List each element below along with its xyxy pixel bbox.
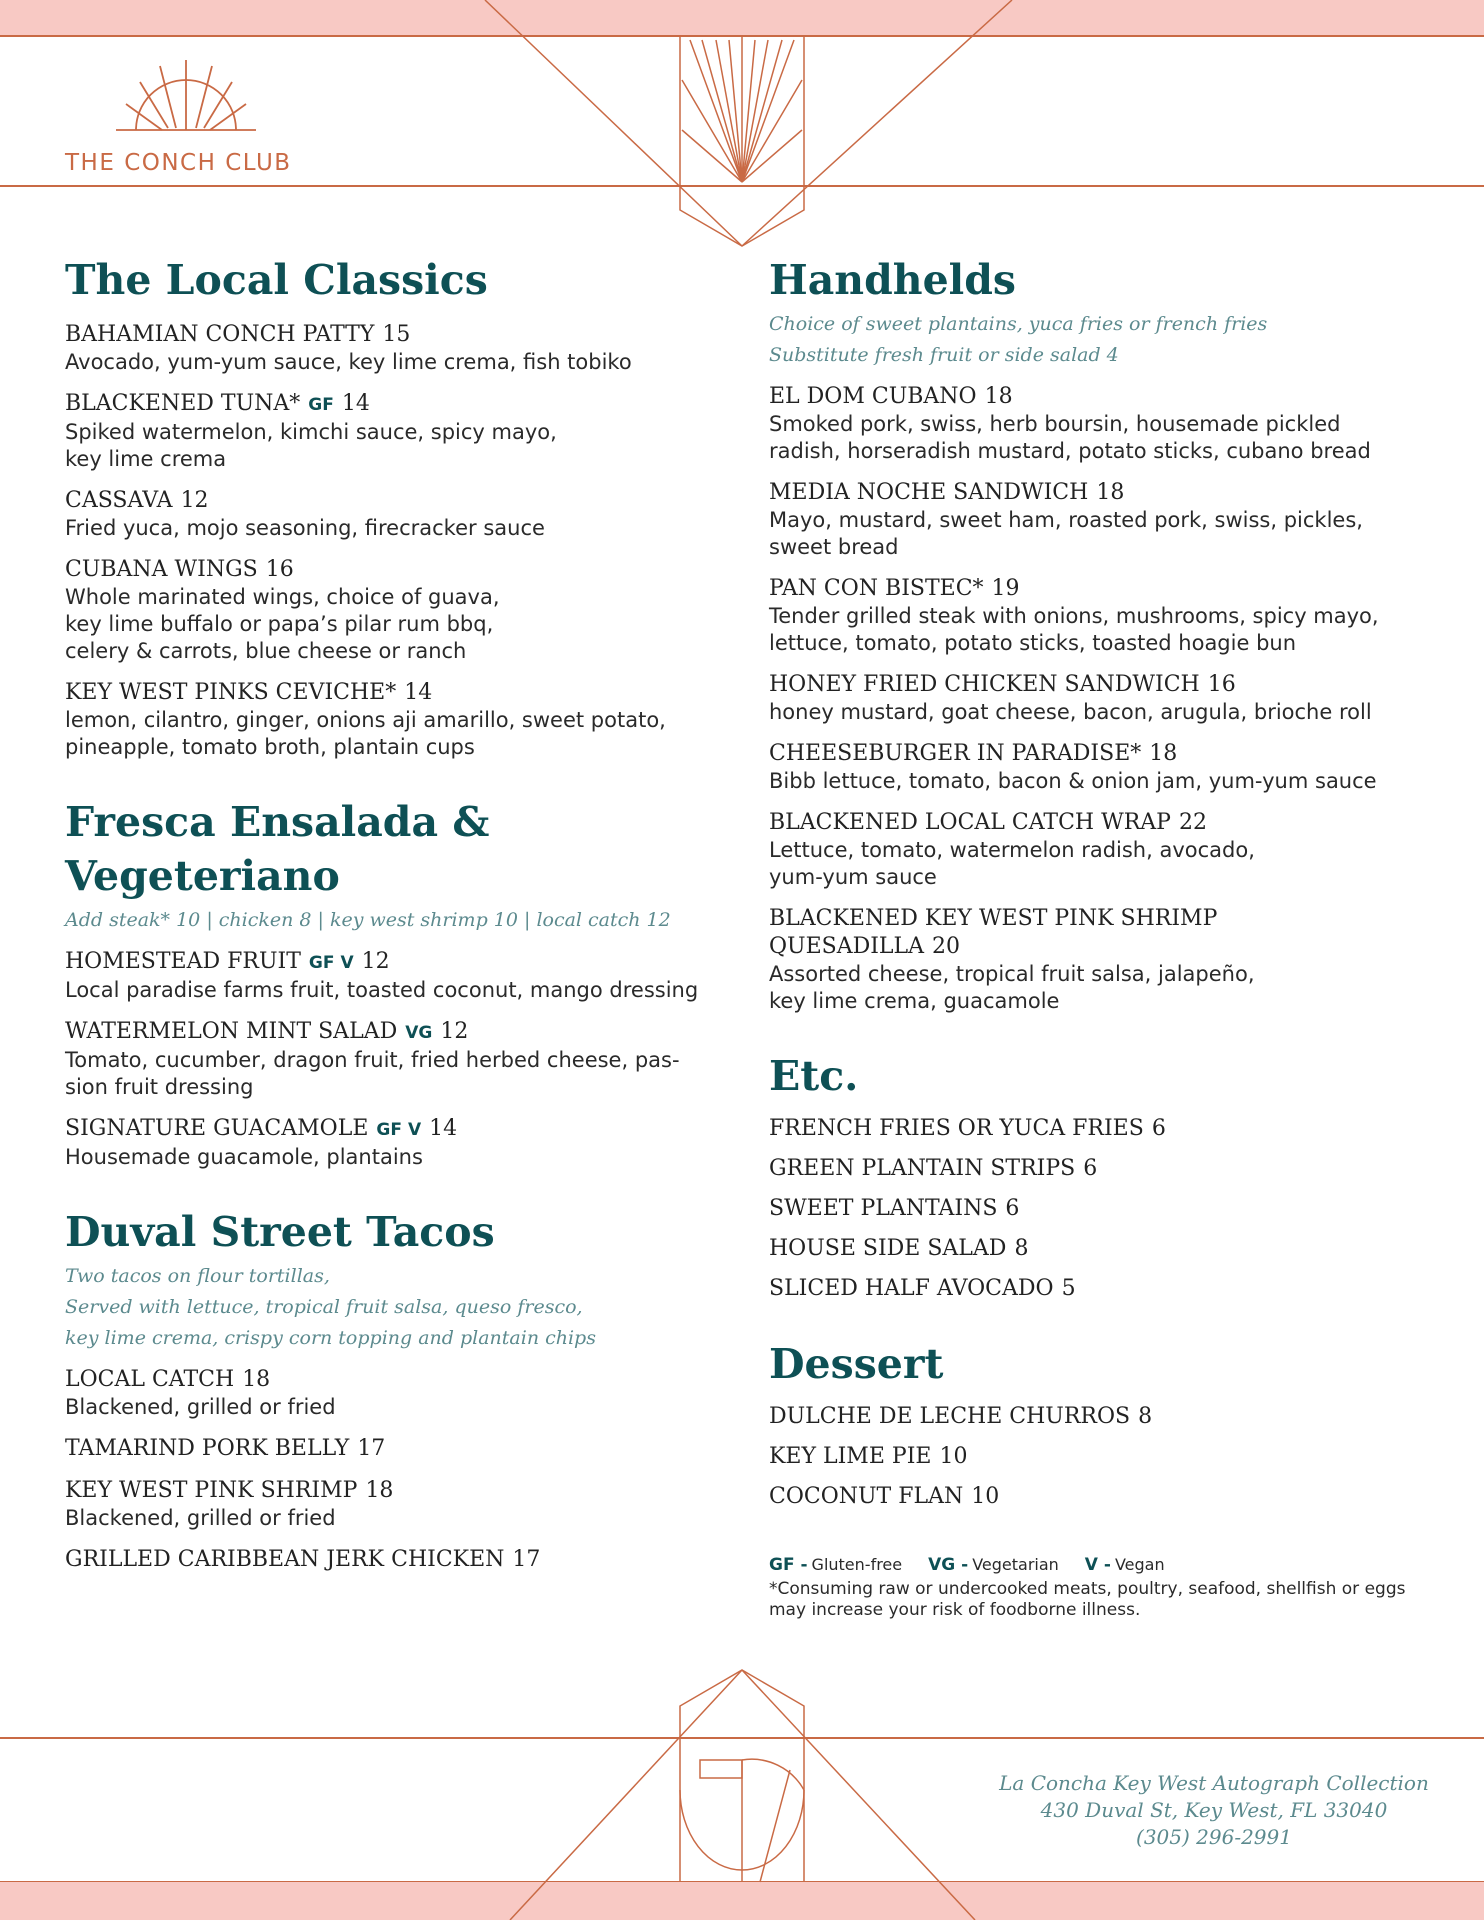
sunburst-logo-icon	[116, 60, 256, 130]
menu-item-name: CASSAVA	[65, 488, 173, 513]
menu-item-price: 14	[404, 680, 433, 705]
menu-item-heading	[769, 1235, 1409, 1263]
menu-item-name: KEY WEST PINK SHRIMP	[65, 1478, 358, 1503]
menu-item-description: Bibb lettuce, tomato, bacon & onion jam, yum-yum sauce	[769, 769, 1377, 793]
menu-item-heading	[65, 390, 705, 419]
menu-item	[65, 948, 705, 1004]
menu-item-price: 10	[971, 1484, 1000, 1509]
section-gap	[769, 1303, 1409, 1337]
dietary-tag: GF	[376, 1120, 402, 1140]
menu-item-price: 22	[1178, 810, 1207, 835]
menu-item-description: Mayo, mustard, sweet ham, roasted pork, swiss, pickles,	[769, 508, 1363, 532]
dietary-tag: GF	[308, 395, 334, 415]
menu-item-description: Smoked pork, swiss, herb boursin, housemade pickled	[769, 412, 1341, 436]
menu-item-name: PAN CON BISTEC*	[769, 576, 984, 601]
menu-item-heading	[65, 1366, 705, 1394]
menu-section	[769, 253, 1409, 1015]
menu-item	[65, 1477, 705, 1532]
menu-item-description: lemon, cilantro, ginger, onions aji amarillo, sweet potato,	[65, 708, 666, 732]
footer-line: 430 Duval St, Key West, FL 33040	[1040, 1798, 1388, 1822]
legend-code: GF -	[769, 1555, 808, 1575]
section-title: Dessert	[769, 1340, 944, 1388]
menu-item-name: BLACKENED TUNA*	[65, 391, 301, 416]
menu-item-price: 16	[265, 557, 294, 582]
menu-item	[65, 1435, 705, 1463]
menu-item-description: Tender grilled steak with onions, mushrooms, spicy mayo,	[769, 604, 1379, 628]
menu-item-heading	[769, 1443, 1409, 1471]
menu-item-description: key lime crema, guacamole	[769, 989, 1060, 1013]
menu-item-price: 19	[991, 576, 1020, 601]
menu-item-name: HOUSE SIDE SALAD	[769, 1236, 1007, 1261]
footer-line: La Concha Key West Autograph Collection	[999, 1771, 1429, 1795]
menu-item-description: Tomato, cucumber, dragon fruit, fried herbed cheese, pas-	[65, 1048, 680, 1072]
menu-item-name: GREEN PLANTAIN STRIPS	[769, 1156, 1076, 1181]
menu-item-description: Fried yuca, mojo seasoning, firecracker sauce	[65, 516, 545, 540]
menu-item-price: 5	[1061, 1276, 1076, 1301]
menu-item-heading	[769, 479, 1409, 507]
menu-item-heading	[65, 1435, 705, 1463]
menu-item	[769, 1195, 1409, 1223]
menu-item-description: celery & carrots, blue cheese or ranch	[65, 639, 467, 663]
menu-section	[65, 1205, 705, 1574]
menu-item-heading	[65, 1115, 705, 1144]
menu-item	[65, 556, 705, 665]
legend-entry	[928, 1555, 1059, 1574]
menu-item-description: key lime buffalo or papa’s pilar rum bbq,	[65, 612, 494, 636]
menu-item-price: 17	[512, 1547, 541, 1572]
menu-item-price: 12	[180, 488, 209, 513]
menu-item-price: 6	[1005, 1196, 1020, 1221]
menu-item-heading	[769, 1115, 1409, 1143]
menu-item-heading	[769, 383, 1409, 411]
menu-item-name: DULCHE DE LECHE CHURROS	[769, 1404, 1131, 1429]
menu-item-name: KEY LIME PIE	[769, 1444, 932, 1469]
menu-item-price: 8	[1014, 1236, 1029, 1261]
menu-item-price: 14	[341, 391, 370, 416]
raw-food-disclaimer	[769, 1579, 1409, 1621]
menu-item-description: lettuce, tomato, potato sticks, toasted hoagie bun	[769, 631, 1297, 655]
menu-item	[65, 1115, 705, 1171]
menu-item-price: 14	[429, 1116, 458, 1141]
section-title: Handhelds	[769, 256, 1017, 304]
menu-item-description: honey mustard, goat cheese, bacon, arugula, brioche roll	[769, 700, 1372, 724]
menu-item-description: Assorted cheese, tropical fruit salsa, jalapeño,	[769, 962, 1255, 986]
menu-item-name: BLACKENED LOCAL CATCH WRAP	[769, 810, 1171, 835]
menu-item-heading	[769, 671, 1409, 699]
menu-item-description: pineapple, tomato broth, plantain cups	[65, 735, 475, 759]
menu-item-price: 18	[242, 1367, 271, 1392]
left-column	[65, 253, 705, 1574]
menu-item-name: FRENCH FRIES OR YUCA FRIES	[769, 1116, 1144, 1141]
menu-item-price: 12	[440, 1019, 469, 1044]
menu-item	[769, 383, 1409, 465]
section-subtitle: Add steak* 10 | chicken 8 | key west shrimp 10 | local catch 12	[65, 909, 671, 931]
menu-item-heading	[769, 575, 1409, 603]
menu-item	[65, 1366, 705, 1421]
menu-section	[65, 253, 705, 761]
menu-item	[65, 390, 705, 473]
menu-item-heading	[769, 905, 1409, 961]
menu-item-heading	[65, 321, 705, 349]
menu-item-description: Avocado, yum-yum sauce, key lime crema, fish tobiko	[65, 350, 632, 374]
dietary-tag: GF	[308, 953, 335, 973]
legend-label: Vegan	[1114, 1555, 1165, 1574]
section-subtitle: Two tacos on flour tortillas,	[65, 1265, 330, 1287]
menu-item	[769, 740, 1409, 795]
menu-item-heading	[769, 1403, 1409, 1431]
section-subtitle: Served with lettuce, tropical fruit salsa, queso fresco,	[65, 1296, 583, 1318]
menu-item	[65, 679, 705, 761]
legend-entry	[1085, 1555, 1165, 1574]
section-title: Duval Street Tacos	[65, 1208, 495, 1256]
menu-item-heading	[769, 1155, 1409, 1183]
menu-item	[65, 487, 705, 542]
menu-item-price: 16	[1207, 672, 1236, 697]
menu-item	[769, 1275, 1409, 1303]
menu-item-heading	[65, 948, 705, 977]
menu-section	[769, 1049, 1409, 1303]
section-gap	[769, 1015, 1409, 1049]
section-subtitle: key lime crema, crispy corn topping and plantain chips	[65, 1327, 596, 1349]
menu-item-price: 18	[984, 384, 1013, 409]
menu-item-price: 15	[382, 322, 411, 347]
dietary-legend	[769, 1555, 1409, 1575]
menu-item-name: TAMARIND PORK BELLY	[65, 1436, 350, 1461]
disclaimer-line: *Consuming raw or undercooked meats, poultry, seafood, shellfish or eggs	[769, 1579, 1406, 1599]
disclaimer-line: may increase your risk of foodborne illness.	[769, 1600, 1141, 1620]
menu-item-description: Spiked watermelon, kimchi sauce, spicy mayo,	[65, 420, 557, 444]
section-gap	[65, 1171, 705, 1205]
menu-item	[65, 321, 705, 376]
menu-item-name: CHEESEBURGER IN PARADISE*	[769, 741, 1142, 766]
menu-item-name: LOCAL CATCH	[65, 1367, 235, 1392]
menu-item-heading	[65, 1018, 705, 1047]
menu-item-description: Whole marinated wings, choice of guava,	[65, 585, 500, 609]
menu-section	[65, 795, 705, 1171]
legend-label: Vegetarian	[972, 1555, 1059, 1574]
menu-item-name: KEY WEST PINKS CEVICHE*	[65, 680, 397, 705]
menu-item-heading	[65, 1546, 705, 1574]
section-title: Fresca Ensalada & Vegeteriano	[65, 798, 490, 900]
menu-item-name: BAHAMIAN CONCH PATTY	[65, 322, 375, 347]
menu-item-heading	[769, 740, 1409, 768]
menu-item-price: 18	[365, 1478, 394, 1503]
section-subtitle: Choice of sweet plantains, yuca fries or french fries	[769, 313, 1268, 335]
menu-item-description: Housemade guacamole, plantains	[65, 1145, 423, 1169]
menu-item	[769, 1443, 1409, 1471]
menu-item-price: 12	[361, 949, 390, 974]
menu-item-price: 17	[357, 1436, 386, 1461]
menu-item	[769, 809, 1409, 891]
menu-item-name: HOMESTEAD FRUIT	[65, 949, 301, 974]
menu-item	[769, 1115, 1409, 1143]
dietary-tag: V	[407, 1120, 422, 1140]
legend-code: VG -	[928, 1555, 969, 1575]
menu-item	[769, 1155, 1409, 1183]
menu-item-name: EL DOM CUBANO	[769, 384, 977, 409]
menu-item-description: key lime crema	[65, 447, 227, 471]
menu-item	[769, 671, 1409, 726]
menu-item-description: radish, horseradish mustard, potato sticks, cubano bread	[769, 439, 1371, 463]
menu-item-price: 6	[1083, 1156, 1098, 1181]
menu-item-name: HONEY FRIED CHICKEN SANDWICH	[769, 672, 1200, 697]
menu-item-heading	[65, 679, 705, 707]
menu-item-name: SIGNATURE GUACAMOLE	[65, 1116, 369, 1141]
menu-item-name: GRILLED CARIBBEAN JERK CHICKEN	[65, 1547, 505, 1572]
bottom-emblem-icon	[680, 1670, 804, 1882]
menu-item-price: 8	[1138, 1404, 1153, 1429]
menu-item-description: Lettuce, tomato, watermelon radish, avocado,	[769, 838, 1255, 862]
menu-item-description: sweet bread	[769, 535, 899, 559]
dietary-tag: VG	[405, 1023, 433, 1043]
menu-item-price: 6	[1151, 1116, 1166, 1141]
section-subtitle: Substitute fresh fruit or side salad 4	[769, 344, 1119, 366]
top-rays-emblem	[680, 36, 804, 246]
menu-item-heading	[769, 809, 1409, 837]
menu-item-name: WATERMELON MINT SALAD	[65, 1019, 398, 1044]
menu-item-description: Blackened, grilled or fried	[65, 1506, 336, 1530]
menu-item-price: 10	[939, 1444, 968, 1469]
menu-item-name: CUBANA WINGS	[65, 557, 258, 582]
legend-code: V -	[1084, 1555, 1111, 1575]
menu-item-description: sion fruit dressing	[65, 1075, 254, 1099]
menu-item-price: 20	[932, 934, 961, 959]
menu-item	[769, 1235, 1409, 1263]
footer-line: (305) 296-2991	[1136, 1825, 1292, 1849]
menu-item	[769, 575, 1409, 657]
menu-item-heading	[65, 556, 705, 584]
menu-item-name: COCONUT FLAN	[769, 1484, 964, 1509]
menu-item-heading	[769, 1483, 1409, 1511]
menu-item	[65, 1546, 705, 1574]
legend-label: Gluten-free	[811, 1555, 903, 1574]
menu-item-price: 18	[1149, 741, 1178, 766]
menu-section	[769, 1337, 1409, 1511]
section-gap	[65, 761, 705, 795]
menu-item-description: Local paradise farms fruit, toasted coconut, mango dressing	[65, 978, 699, 1002]
menu-item	[769, 905, 1409, 1015]
section-title: The Local Classics	[65, 256, 488, 304]
menu-item-description: Blackened, grilled or fried	[65, 1395, 336, 1419]
menu-item	[769, 1483, 1409, 1511]
menu-item-description: yum-yum sauce	[769, 865, 937, 889]
menu-item-name: SLICED HALF AVOCADO	[769, 1276, 1054, 1301]
dietary-tag: V	[340, 953, 354, 973]
menu-item-heading	[65, 1477, 705, 1505]
footer-address	[964, 1770, 1464, 1851]
section-title: Etc.	[769, 1052, 859, 1100]
right-column	[769, 253, 1409, 1621]
legend-entry	[769, 1555, 902, 1574]
menu-item	[769, 1403, 1409, 1431]
menu-item-heading	[769, 1195, 1409, 1223]
menu-item-name: SWEET PLANTAINS	[769, 1196, 998, 1221]
menu-item	[769, 479, 1409, 561]
brand-name: THE CONCH CLUB	[65, 150, 292, 176]
menu-item-price: 18	[1096, 480, 1125, 505]
menu-item	[65, 1018, 705, 1101]
menu-item-heading	[769, 1275, 1409, 1303]
menu-item-name: BLACKENED KEY WEST PINK SHRIMP QUESADILLA	[769, 906, 1218, 959]
menu-item-heading	[65, 487, 705, 515]
menu-item-name: MEDIA NOCHE SANDWICH	[769, 480, 1089, 505]
